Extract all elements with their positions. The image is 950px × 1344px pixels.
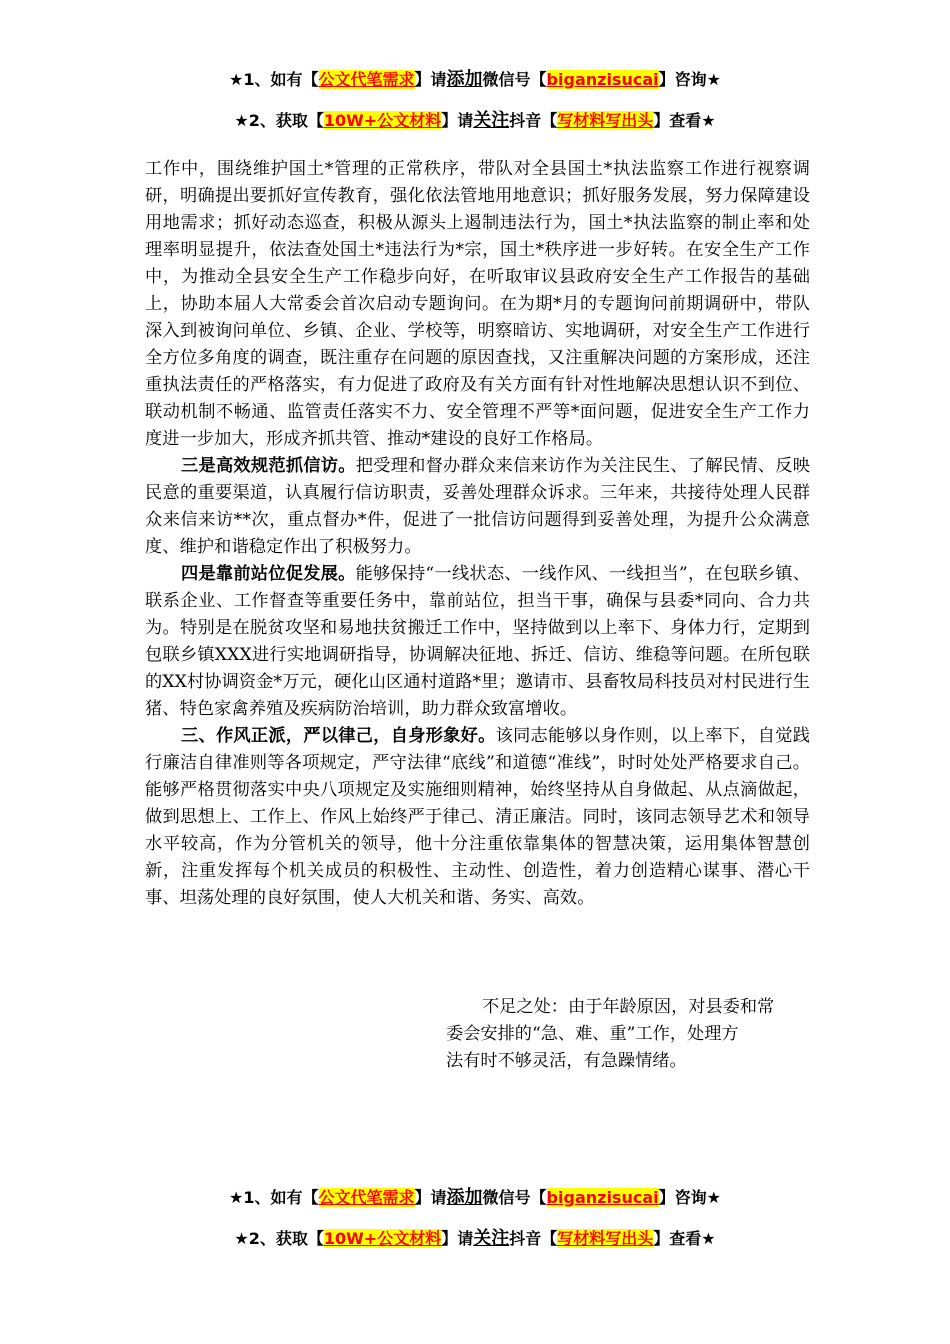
banner-text: 】请 xyxy=(441,111,474,130)
banner-text: 】请 xyxy=(441,1229,474,1248)
banner-highlight: 10W+公文材料 xyxy=(323,111,442,130)
shortcomings-line: 委会安排的“急、难、重”工作，处理方 xyxy=(446,1024,739,1044)
banner-emphasis: 关注 xyxy=(473,110,510,131)
banner-emphasis: 关注 xyxy=(473,1228,510,1249)
banner-highlight: 写材料写出头 xyxy=(557,1229,654,1248)
paragraph-petitions xyxy=(145,453,810,561)
banner-text: 抖音【 xyxy=(509,111,558,130)
banner-text: 】咨询★ xyxy=(658,70,721,89)
banner-text: 微信号【 xyxy=(482,70,547,89)
shortcomings-line: 法有时不够灵活，有急躁情绪。 xyxy=(446,1051,687,1071)
top-banner-line-2 xyxy=(0,111,950,131)
paragraph-heading: 四是靠前站位促发展。 xyxy=(181,564,356,584)
banner-highlight: biganzisucai xyxy=(546,70,659,89)
banner-text: 抖音【 xyxy=(509,1229,558,1248)
banner-text: 】查看★ xyxy=(653,1229,716,1248)
banner-text: 】查看★ xyxy=(653,111,716,130)
bottom-banner-line-1 xyxy=(0,1188,950,1208)
paragraph-heading: 三、作风正派，严以律己，自身形象好。 xyxy=(181,726,496,746)
paragraph-land-safety: 工作中，围绕维护国土*管理的正常秩序，带队对全县国土*执法监察工作进行视察调研，明确提出要抓好宣传教育，强化依法管地用地意识；抓好服务发展，努力保障建设用地需求；抓好动态巡查，积极从源头上遏制违法行为，国土*执法监察的制止率和处理率明显提升，依法查处国土*违法行为*宗，国土*秩序进一步好转。在安全生产工作中，为推动全县安全生产工作稳步向好，在听取审议县政府安全生产工作报告的基础上，协助本届人大常委会首次启动专题询问。在为期*月的专题询问前期调研中，带队深入到被询问单位、乡镇、企业、学校等，明察暗访、实地调研，对安全生产工作进行全方位多角度的调查，既注重存在问题的原因查找，又注重解决问题的方案形成，还注重执法责任的严格落实，有力促进了政府及有关方面有针对性地解决思想认识不到位、联动机制不畅通、监管责任落实不力、安全管理不严等*面问题，促进安全生产工作力度进一步加大，形成齐抓共管、推动*建设的良好工作格局。 xyxy=(145,159,810,449)
banner-text: 】咨询★ xyxy=(658,1188,721,1207)
bottom-banner-line-2 xyxy=(0,1229,950,1249)
banner-text: 】请 xyxy=(414,70,447,89)
top-banner-line-1 xyxy=(0,70,950,90)
shortcomings-note xyxy=(446,994,806,1075)
paragraph-heading: 三是高效规范抓信访。 xyxy=(181,456,356,476)
banner-text: 】请 xyxy=(414,1188,447,1207)
banner-highlight: 写材料写出头 xyxy=(557,111,654,130)
banner-text: ★1、如有【 xyxy=(229,1188,319,1207)
banner-text: ★2、获取【 xyxy=(234,111,324,130)
banner-emphasis: 添加 xyxy=(446,1187,483,1208)
banner-highlight: 公文代笔需求 xyxy=(318,70,415,89)
paragraph-text: 把受理和督办群众来信来访作为关注民生、了解民情、反映民意的重要渠道，认真履行信访职责，妥善处理群众诉求。三年来，共接待处理人民群众来信来访**次，重点督办*件，促进了一批信访问题得到妥善处理，为提升公众满意度、维护和谐稳定作出了积极努力。 xyxy=(145,456,810,557)
paragraph-text: 能够保持“一线状态、一线作风、一线担当”，在包联乡镇、联系企业、工作督查等重要任务中，靠前站位，担当干事，确保与县委*同向、合力共为。特别是在脱贫攻坚和易地扶贫搬迁工作中，坚持做到以上率下、身体力行，定期到包联乡镇XXX进行实地调研指导，协调解决征地、拆迁、信访、维稳等问题。在所包联的XX村协调资金*万元，硬化山区通村道路*里；邀请市、县畜牧局科技员对村民进行生猪、特色家禽养殖及疾病防治培训，助力群众致富增收。 xyxy=(145,564,810,719)
shortcomings-line: 不足之处：由于年龄原因，对县委和常 xyxy=(482,997,775,1017)
paragraph-conduct xyxy=(145,723,810,912)
paragraph-text: 该同志能够以身作则，以上率下，自觉践行廉洁自律准则等各项规定，严守法律“底线”和道德“准线”，时时处处严格要求自己。能够严格贯彻落实中央八项规定及实施细则精神，始终坚持从自身做起、从点滴做起，做到思想上、工作上、作风上始终严于律己、清正廉洁。同时，该同志领导艺术和领导水平较高，作为分管机关的领导，他十分注重依靠集体的智慧决策，运用集体智慧创新，注重发挥每个机关成员的积极性、主动性、创造性，着力创造精心谋事、潜心干事、坦荡处理的良好氛围，使人大机关和谐、务实、高效。 xyxy=(145,726,810,908)
document-body xyxy=(145,156,810,912)
banner-highlight: biganzisucai xyxy=(546,1188,659,1207)
banner-highlight: 公文代笔需求 xyxy=(318,1188,415,1207)
banner-emphasis: 添加 xyxy=(446,69,483,90)
banner-highlight: 10W+公文材料 xyxy=(323,1229,442,1248)
banner-text: ★2、获取【 xyxy=(234,1229,324,1248)
banner-text: 微信号【 xyxy=(482,1188,547,1207)
paragraph-development xyxy=(145,561,810,723)
banner-text: ★1、如有【 xyxy=(229,70,319,89)
